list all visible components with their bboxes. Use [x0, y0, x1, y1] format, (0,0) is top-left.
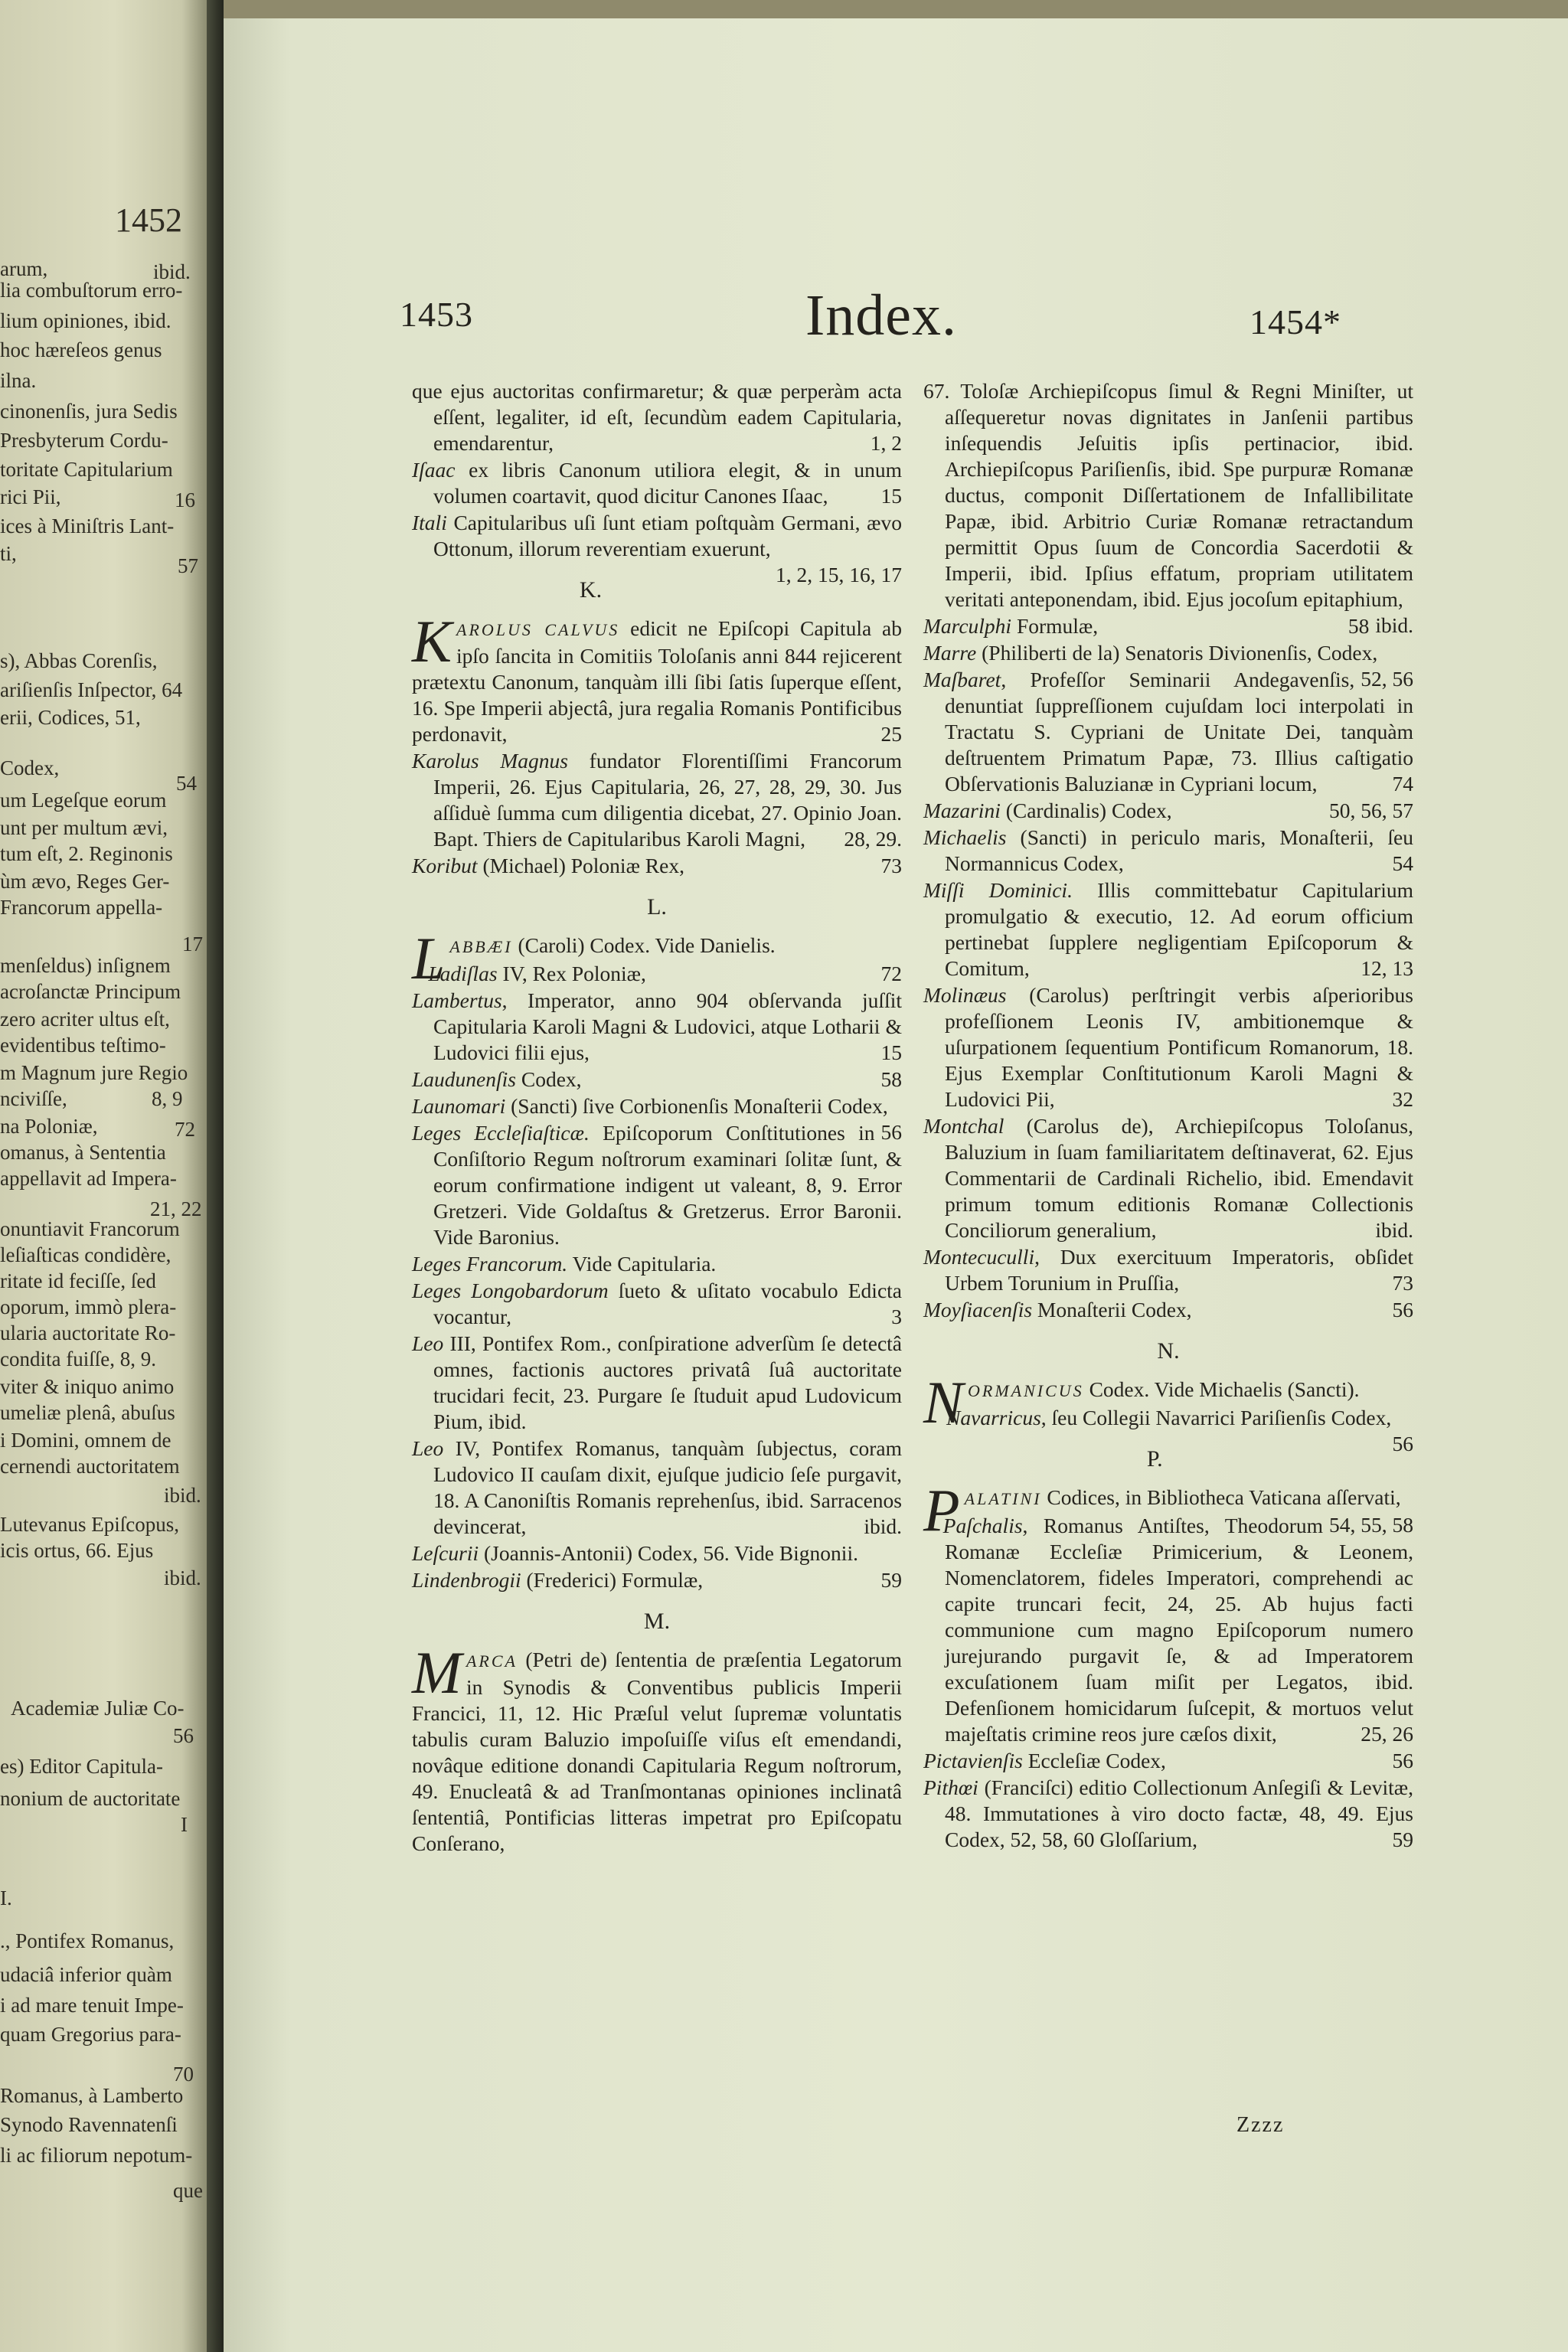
entry-text: IV, Rex Poloniæ, [497, 962, 646, 985]
left-page-line: menſeldus) inſignem [0, 954, 171, 977]
left-page-line: na Poloniæ, [0, 1115, 98, 1138]
book-gutter [207, 0, 224, 2352]
left-page-line: es) Editor Capitula- [0, 1755, 163, 1778]
index-entry [412, 457, 902, 509]
entry-pages: 58 [880, 1067, 902, 1091]
entry-text: ex libris Canonum utiliora elegit, & in unum volumen coartavit, quod dicitur Canones Iſaac, [433, 458, 902, 508]
left-page-line: ilna. [0, 369, 37, 392]
entry-pages: 59 [1392, 1828, 1413, 1851]
entry-term: Lindenbrogii [412, 1568, 521, 1592]
left-page-line: omanus, à Sententia [0, 1141, 166, 1164]
left-page-line: um Legeſque eorum [0, 789, 167, 812]
entry-term: Leges Longobardorum [412, 1279, 609, 1302]
entry-pages: 28, 29. [844, 827, 902, 851]
section-letter: N. [1157, 1338, 1180, 1364]
left-page-line: icis ortus, 66. Ejus [0, 1539, 154, 1562]
index-entry [412, 1331, 902, 1435]
index-entry [923, 1113, 1413, 1243]
index-entry [923, 982, 1413, 1112]
index-entry [412, 608, 902, 747]
entry-term: Karolus Magnus [412, 749, 568, 773]
entry-text: 67. Toloſæ Archiepiſcopus ſimul & Regni Miniſter, ut aſſequeretur novas dignitates in Janſenii partibus inſequendis Jeſuitis ipſis pertinacior, ibid. Archiepiſcopus Pariſienſis, ibid. Spe purpuræ Romanæ ductus, componit Diſſertationem de Infallibilitate Papæ, ibid. Arbitrio Curiæ Romanæ retractandum permittit Opus ſuum de Concordia Sacerdotii & Imperii, ibid. Ipſius effatum, propriam utilitatem veritati anteponendam, ibid. Ejus jocoſum epitaphium, [923, 379, 1413, 611]
left-page-line: ., Pontifex Romanus, [0, 1929, 175, 1952]
entry-pages: ibid. [1375, 613, 1413, 637]
left-page-line: quam Gregorius para- [0, 2023, 181, 2046]
entry-pages: 3 [891, 1305, 902, 1328]
entry-pages: 58 [1348, 614, 1370, 638]
drop-cap: K [412, 608, 452, 675]
left-page-line: viter & iniquo animo [0, 1375, 175, 1398]
entry-text: Epiſcoporum Conſtitutiones in Conſiſtorio Regum noſtrorum examinari ſolitæ ſunt, & eorum confirmatione indigent ut valeant, 8, 9. Error Gretzeri. Vide Goldaſtus & Gretzerus. Error Baronii. Vide Baronius. [433, 1121, 902, 1249]
left-page-line: onuntiavit Francorum [0, 1217, 180, 1240]
entry-text: (Caroli) Codex. Vide Danielis. [512, 933, 776, 957]
left-page-line: zero acriter ultus eſt, [0, 1008, 170, 1031]
left-page-line: toritate Capitularium [0, 458, 173, 481]
section-letter: K. [579, 577, 603, 603]
left-page-line: lia combuſtorum erro- [0, 279, 183, 302]
entry-term: ALATINI [964, 1489, 1042, 1508]
index-entry [412, 988, 902, 1066]
left-page-line: hoc hæreſeos genus [0, 338, 162, 361]
entry-term: Pithœi [923, 1775, 978, 1799]
left-page-line: acroſanctæ Principum [0, 980, 181, 1003]
entry-pages: 74 [1392, 772, 1413, 795]
entry-term: Mazarini [923, 799, 1001, 822]
entry-pages: 73 [880, 854, 902, 877]
index-entry [412, 1120, 902, 1250]
entry-text: Monaſterii Codex, [1032, 1298, 1192, 1321]
left-page-line: 57 [178, 554, 198, 577]
entry-pages: 1, 2 [870, 431, 902, 455]
entry-pages: 56 [1392, 1749, 1413, 1772]
section-letter: L. [647, 894, 667, 920]
left-page-line: 72 [175, 1118, 195, 1141]
left-page-line: cinonenſis, jura Sedis [0, 400, 178, 423]
entry-pages: 56 [1392, 1432, 1413, 1455]
left-page-line: 21, 22 [150, 1197, 202, 1220]
index-entry [923, 1244, 1413, 1296]
entry-term: Michaelis [923, 825, 1007, 849]
left-page-line: udaciâ inferior quàm [0, 1963, 172, 1986]
entry-text: III, Pontifex Rom., conſpiratione adverſùm ſe detectâ omnes, factionis auctores privatâ ſuâ auctoritate trucidari fecit, 23. Purgare ſe ſtuduit apud Ludovicum Pium, ibid. [433, 1331, 902, 1433]
entry-term: Marre [923, 641, 977, 665]
entry-text: (Sancti) in periculo maris, Monaſterii, ſeu Normannicus Codex, [945, 825, 1413, 875]
index-entry [412, 1067, 902, 1093]
left-page-line: ritate id feciſſe, ſed [0, 1269, 156, 1292]
left-page-line: unt per multum ævi, [0, 816, 168, 839]
entry-text: , ſeu Collegii Navarrici Pariſienſis Codex, [1040, 1406, 1392, 1429]
entry-pages: 25 [880, 722, 902, 746]
left-page-line: nonium de auctoritate [0, 1787, 181, 1810]
left-page-line: li ac filiorum nepotum- [0, 2144, 193, 2167]
entry-text: (Carolus de), Archiepiſcopus Toloſanus, Baluzium in ſuam familiaritatem deſtinaverat, 62. Ejus Commentarii de Cardinali Richelio, ibid. Emendavit primum tomum editionis Romanæ Collectionis Conciliorum generalium, [945, 1114, 1413, 1242]
left-page-line: ibid. [153, 260, 191, 283]
entry-text: ſueto & uſitato vocabulo Edicta vocantur, [433, 1279, 902, 1328]
entry-pages: 56 [880, 1120, 902, 1144]
entry-text: Codex. Vide Michaelis (Sancti). [1083, 1377, 1360, 1401]
index-entry [412, 853, 902, 879]
entry-term: Leges Francorum. [412, 1252, 568, 1276]
left-page-line: m Magnum jure Regio [0, 1061, 188, 1084]
entry-pages: 73 [1392, 1271, 1413, 1295]
entry-text: Codices, in Bibliotheca Vaticana aſſervati, [1041, 1485, 1401, 1509]
entry-text: (Petri de) ſententia de præſentia Legatorum in Synodis & Conventibus publicis Imperii Francici, 11, 12. Hic Præſul velut ſupremæ voluntatis tabulis curam Baluzio impoſuiſſe viſus eſt emendandi, novâque editione donandi Capitularia Regum noſtrorum, 49. Enucleatâ & ad Tranſmontanas opiniones inclinatâ ſententiâ, Pontificias litteras impetrat pro Epiſcopatu Conſerano, [412, 1648, 902, 1855]
left-page-line: tum eſt, 2. Reginonis [0, 842, 173, 865]
entry-term: Leo [412, 1436, 444, 1460]
entry-term: ARCA [466, 1651, 518, 1671]
section-letter: P. [1146, 1446, 1163, 1472]
left-page-line: rici Pii, [0, 485, 61, 508]
left-page-line: umeliæ plenâ, abuſus [0, 1401, 175, 1424]
entry-text: (Carolus) perſtringit verbis aſperioribus profeſſionem Leonis IV, ambitionemque & uſurpationem ſequentium Pontificum Romanorum, 18. Ejus Exemplar Conſtitutionum Karoli Magni & Ludovici Pii, [945, 983, 1413, 1111]
entry-pages: 54, 55, 58 [1329, 1513, 1413, 1537]
index-entry [412, 1567, 902, 1593]
right-page [224, 18, 1568, 2352]
entry-pages: 32 [1392, 1087, 1413, 1111]
left-page-line: Codex, [0, 756, 60, 779]
entry-pages: 25, 26 [1361, 1722, 1413, 1746]
entry-pages: 72 [880, 962, 902, 985]
index-column-right [923, 378, 1413, 1854]
entry-text: edicit ne Epiſcopi Capitula ab ipſo ſancita in Comitiis Toloſanis anni 844 rejicerent prætextu Canonum, tanquàm illi ſibi ſatis ſuperque eſſent, 16. Spe Imperii abjectâ, jura regalia Romanis Pontificibus perdonavit, [412, 616, 902, 746]
entry-term: Marculphi [923, 614, 1012, 638]
left-page-line: I. [0, 1886, 12, 1909]
index-entry [412, 1639, 902, 1857]
entry-term: AROLUS CALVUS [456, 620, 620, 639]
entry-text: (Cardinalis) Codex, [1000, 799, 1172, 822]
entry-text: fundator Florentiſſimi Francorum Imperii, 26. Ejus Capitularia, 26, 27, 28, 29, 30. Jus aſſiduè ſumma cum diligentia dicebat, 27. Opinio Joan. Bapt. Thiers de Capitularibus Karoli Magni, [433, 749, 902, 851]
drop-cap: N [923, 1369, 964, 1436]
entry-text: (Franciſci) editio Collectionum Anſegiſi & Levitæ, 48. Immutationes à viro docto factæ, 48, 49. Ejus Codex, 52, 58, 60 Gloſſarium, [945, 1775, 1413, 1851]
entry-text: (Frederici) Formulæ, [521, 1568, 704, 1592]
entry-term: ORMANICUS [968, 1381, 1084, 1400]
left-page-line: leſiaſticas condidère, [0, 1243, 172, 1266]
entry-term: Montecuculli [923, 1245, 1035, 1269]
left-page-number: 1452 [115, 201, 182, 239]
left-page-line: ibid. [164, 1566, 201, 1589]
left-page-line: que [173, 2179, 203, 2202]
left-page-line: Francorum appella- [0, 896, 163, 919]
entry-pages: 50, 56, 57 [1329, 799, 1413, 822]
entry-term: Ladiſlas [428, 962, 498, 985]
entry-text: , Romanus Antiſtes, Theodorum Romanæ Eccleſiæ Primicerium, & Leonem, Nomenclatorem, fideles Imperatori, comprehendi ac capite truncari fecit, 24, 25. Ab hujus facti communione cum magno Epiſcoporum numero jurejurando purgavit ſe, & ad Imperatorem excuſationem ſuam miſit per Legatos, ibid. Defenſionem homicidarum ſuſcepit, & mortuos velut majeſtatis crimine reos jure cæſos dixit, [945, 1514, 1413, 1746]
page-title: Index. [805, 283, 958, 348]
index-entry [412, 510, 902, 586]
left-page-line: oporum, immò plera- [0, 1295, 177, 1318]
index-entry [923, 1513, 1413, 1747]
signature-mark: Zzzz [1236, 2113, 1285, 2137]
entry-pages: 52, 56 [1361, 667, 1413, 691]
left-page-line: Lutevanus Epiſcopus, [0, 1513, 179, 1536]
left-page-line: ibid. [164, 1484, 201, 1507]
left-page-line: 56 [173, 1724, 194, 1747]
entry-term: Itali [412, 511, 447, 534]
entry-term: Navarricus [946, 1406, 1041, 1429]
entry-pages: 59 [880, 1568, 902, 1592]
entry-text: Eccleſiæ Codex, [1022, 1749, 1166, 1772]
top-shadow [0, 0, 1568, 18]
left-page-line: 54 [176, 772, 197, 795]
entry-text: (Michael) Poloniæ Rex, [477, 854, 684, 877]
index-entry [412, 1540, 902, 1566]
entry-pages: 12, 13 [1361, 956, 1413, 980]
left-page-line: I [181, 1813, 188, 1836]
entry-text: , Dux exercituum Imperatoris, obſidet Urbem Torunium in Pruſſia, [945, 1245, 1413, 1295]
entry-term: Launomari [412, 1094, 506, 1118]
entry-term: Lambertus [412, 988, 502, 1012]
left-page-line: nciviſſe, [0, 1087, 67, 1110]
left-page-line: i Domini, omnem de [0, 1429, 172, 1452]
index-entry [923, 1297, 1413, 1323]
index-entry [923, 667, 1413, 797]
index-entry [412, 378, 902, 456]
entry-text: IV, Pontifex Romanus, tanquàm ſubjectus, coram Ludovico II cauſam dixit, ejuſque judicio ſeſe purgavit, 18. A Canoniſtis Romanis reprehenſus, ibid. Sarracenos devincerat, [433, 1436, 902, 1538]
left-page-line: 70 [173, 2063, 194, 2086]
left-page-line: condita fuiſſe, 8, 9. [0, 1348, 156, 1370]
page-number-left: 1453 [400, 295, 473, 334]
drop-cap: L [412, 925, 446, 991]
entry-text: (Joannis-Antonii) Codex, 56. Vide Bignonii. [479, 1541, 858, 1565]
entry-text: Capitularibus uſi ſunt etiam poſtquàm Germani, ævo Ottonum, illorum reverentiam exuerunt, [433, 511, 902, 560]
left-page-line: Synodo Ravennatenſi [0, 2113, 178, 2136]
entry-term: Molinæus [923, 983, 1007, 1007]
left-page-line: ularia auctoritate Ro- [0, 1321, 176, 1344]
index-column-left [412, 378, 902, 1857]
index-entry [923, 1748, 1413, 1774]
left-page-line: 17 [182, 933, 203, 956]
entry-term: Moyſiacenſis [923, 1298, 1033, 1321]
entry-term: Leo [412, 1331, 444, 1355]
left-page-line: appellavit ad Impera- [0, 1167, 177, 1190]
left-page-line: 8, 9 [152, 1087, 183, 1110]
entry-text: Illis committebatur Capitularium promulgatio & executio, 12. Ad eorum officium pertinebat ſupplere negligentiam Epiſcoporum & Comitum, [945, 878, 1413, 980]
entry-term: ABBÆI [449, 937, 513, 956]
left-page-line: ariſienſis Inſpector, 64 [0, 678, 183, 701]
entry-term: Montchal [923, 1114, 1004, 1138]
entry-term: Leges Eccleſiaſticæ. [412, 1121, 590, 1145]
entry-pages: ibid. [864, 1514, 902, 1538]
entry-text: Codex, [515, 1067, 582, 1091]
entry-pages: 56 [1392, 1298, 1413, 1321]
index-entry [923, 613, 1413, 639]
index-entry [412, 961, 902, 987]
left-page-line: evidentibus teſtimo- [0, 1034, 166, 1057]
entry-term: Pictavienſis [923, 1749, 1023, 1772]
drop-cap: P [923, 1477, 960, 1544]
left-page-line: lium opiniones, ibid. [0, 309, 172, 332]
entry-term: Maſbaret [923, 668, 1001, 691]
left-page-line: s), Abbas Corenſis, [0, 649, 158, 672]
index-entry [412, 748, 902, 852]
index-entry [923, 1775, 1413, 1853]
index-entry [412, 1436, 902, 1540]
left-page-line: Romanus, à Lamberto [0, 2084, 184, 2107]
entry-text: (Philiberti de la) Senatoris Divionenſis, Codex, [976, 641, 1378, 665]
left-page-line: 16 [175, 488, 195, 511]
left-page-line: arum, [0, 257, 48, 280]
entry-term: Iſaac [412, 458, 456, 482]
left-page [0, 0, 207, 2352]
entry-term: Koribut [412, 854, 478, 877]
index-entry [412, 1251, 902, 1277]
entry-pages: ibid. [1375, 1218, 1413, 1242]
entry-term: Paſchalis [942, 1514, 1023, 1537]
left-page-line: Presbyterum Cordu- [0, 429, 168, 452]
page-number-right: 1454* [1250, 302, 1341, 341]
section-letter: M. [643, 1609, 671, 1634]
left-page-line: ti, [0, 542, 17, 565]
entry-text: que ejus auctoritas confirmaretur; & quæ perperàm acta eſſent, legaliter, id eſt, ſecundùm eadem Capitularia, emendarentur, [412, 379, 902, 455]
left-page-line: erii, Codices, 51, [0, 706, 141, 729]
entry-pages: 15 [880, 484, 902, 508]
entry-pages: 1, 2, 15, 16, 17 [776, 563, 902, 586]
entry-pages: 54 [1392, 851, 1413, 875]
drop-cap: M [412, 1639, 462, 1706]
entry-term: Leſcurii [412, 1541, 479, 1565]
entry-text: (Sancti) ſive Corbionenſis Monaſterii Codex, [505, 1094, 888, 1118]
entry-term: Miſſi Dominici. [923, 878, 1073, 902]
entry-text: , Profeſſor Seminarii Andegavenſis, denuntiat ſuppreſſionem cujuſdam loci interpolati in Tractatu S. Cypriani de Unitate Dei, tanquàm deſtruentem Primatum Papæ, 73. Illius caſtigatio Obſervationis Baluzianæ in Cypriani locum, [945, 668, 1413, 795]
index-entry [923, 1405, 1413, 1455]
index-entry [923, 877, 1413, 982]
entry-pages: 15 [880, 1040, 902, 1064]
index-entry [923, 798, 1413, 824]
left-page-line: Academiæ Juliæ Co- [11, 1697, 185, 1720]
left-page-line: i ad mare tenuit Impe- [0, 1994, 184, 2017]
entry-text: Vide Capitularia. [567, 1252, 717, 1276]
entry-text: , Imperator, anno 904 obſervanda juſſit Capitularia Karoli Magni & Ludovici, atque Lotharii & Ludovici filii ejus, [433, 988, 902, 1064]
left-page-line: ices à Miniſtris Lant- [0, 514, 175, 537]
index-entry [412, 1278, 902, 1330]
left-page-line: cernendi auctoritatem [0, 1455, 180, 1478]
entry-term: Laudunenſis [412, 1067, 516, 1091]
entry-text: Formulæ, [1011, 614, 1099, 638]
left-page-line: ùm ævo, Reges Ger- [0, 870, 170, 893]
index-entry [923, 825, 1413, 877]
